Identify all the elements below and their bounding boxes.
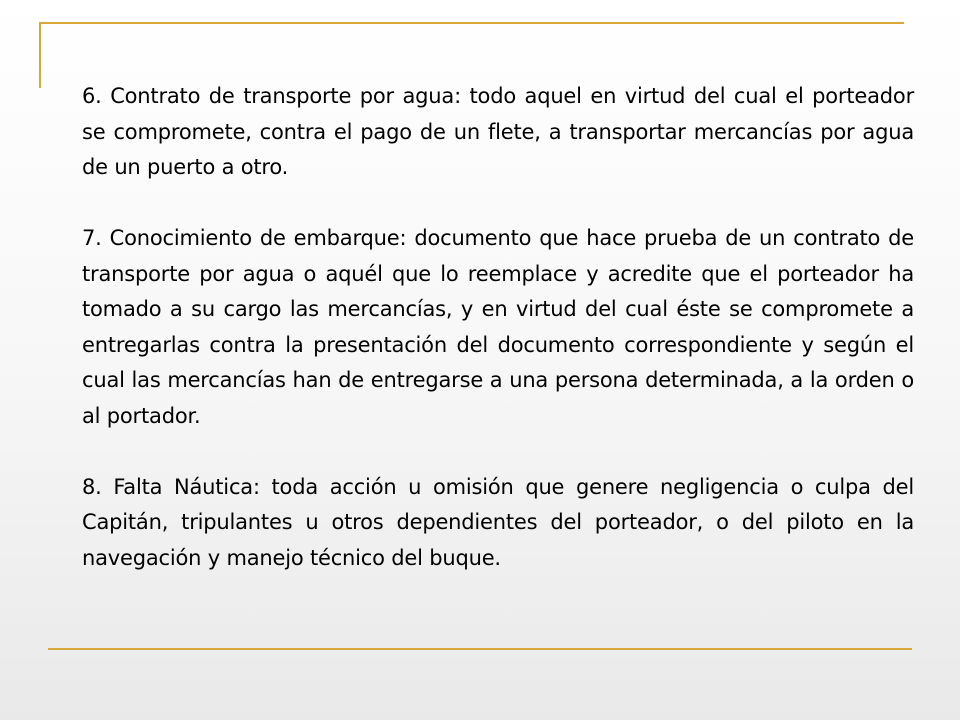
definitions-text-block: [82, 79, 914, 576]
top-decorative-rule: [40, 22, 904, 24]
bottom-decorative-rule: [48, 648, 912, 650]
definition-conocimiento-embarque: 7. Conocimiento de embarque: documento que hace prueba de un contrato de transporte por agua o aquél que lo reemplace y acredite que el porteador ha tomado a su cargo las mercancías, y en virtud del cual éste se compromete a entregarlas contra la presentación del documento correspondiente y según el cual las mercancías han de entregarse a una persona determinada, a la orden o al portador.: [82, 226, 914, 428]
left-decorative-rule: [39, 22, 41, 88]
definition-contrato-transporte: 6. Contrato de transporte por agua: todo aquel en virtud del cual el porteador se compromete, contra el pago de un flete, a transportar mercancías por agua de un puerto a otro.: [82, 84, 914, 179]
definition-falta-nautica: 8. Falta Náutica: toda acción u omisión que genere negligencia o culpa del Capitán, tripulantes u otros dependientes del porteador, o del piloto en la navegación y manejo técnico del buque.: [82, 474, 914, 570]
